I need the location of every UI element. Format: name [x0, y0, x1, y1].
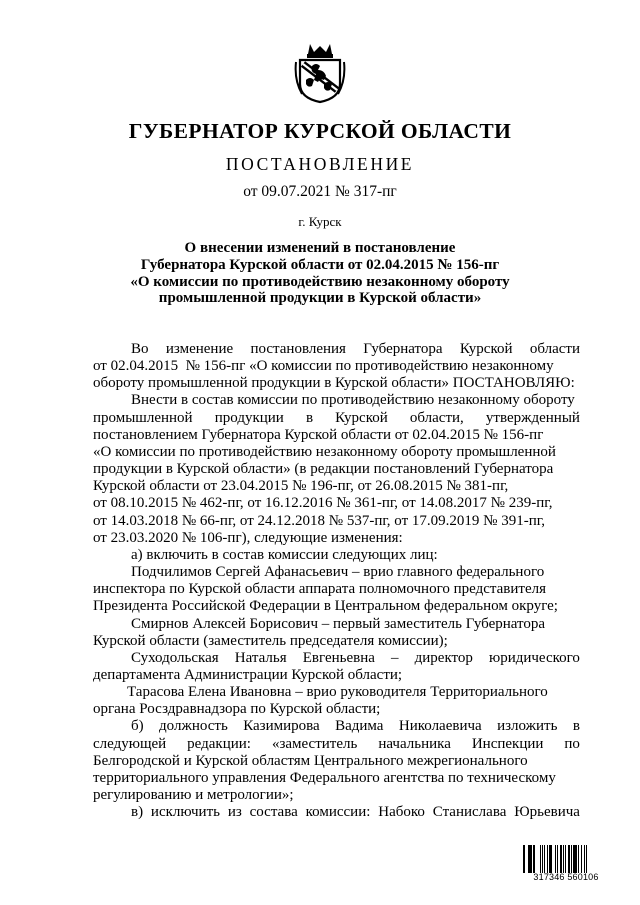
- text-line: от 23.03.2020 № 106-пг), следующие изменения:: [93, 529, 403, 546]
- member-smirnov: [93, 616, 580, 650]
- item-b: [93, 718, 580, 804]
- document-type: ПОСТАНОВЛЕНИЕ: [225, 154, 415, 174]
- text-line: Тарасова Елена Ивановна – врио руководителя Территориального: [127, 684, 548, 701]
- text-line: Во изменение постановления Губернатора Курской области: [131, 341, 580, 357]
- text-line: продукции в Курской области» (в редакции постановлений Губернатора: [93, 461, 554, 478]
- barcode-icon: [523, 845, 609, 883]
- document-body: [93, 341, 580, 821]
- kursk-coat-of-arms-icon: [294, 40, 346, 104]
- text-line: Курской области от 23.04.2015 № 196-пг, от 26.08.2015 № 381-пг,: [93, 478, 509, 495]
- city: г. Курск: [298, 214, 342, 229]
- text-line: «О комиссии по противодействию незаконному обороту промышленной: [93, 443, 556, 460]
- document-title: [0, 240, 640, 307]
- text-line: от 02.04.2015 № 156-пг «О комиссии по противодействию незаконному: [93, 358, 554, 375]
- text-line: органа Росздравнадзора по Курской области;: [93, 701, 381, 718]
- text-line: следующей редакции: «заместитель начальника Инспекции по: [93, 735, 580, 752]
- intro-paragraph: [93, 341, 580, 392]
- title-line: «О комиссии по противодействию незаконному обороту: [130, 273, 510, 290]
- text-line: Суходольская Наталья Евгеньевна – директор юридического: [131, 649, 580, 666]
- text-line: в) исключить из состава комиссии: Набоко Станислава Юрьевича: [131, 804, 580, 821]
- text-line: от 08.10.2015 № 462-пг, от 16.12.2016 № 361-пг, от 14.08.2017 № 239-пг,: [93, 495, 553, 512]
- text-line: регулированию и метрологии»;: [93, 787, 294, 804]
- text-line: от 14.03.2018 № 66-пг, от 24.12.2018 № 537-пг, от 17.09.2019 № 391-пг,: [93, 512, 545, 529]
- member-sukhodolskaya: [93, 650, 580, 684]
- text-line: инспектора по Курской области аппарата полномочного представителя: [93, 581, 546, 598]
- text-line: Подчилимов Сергей Афанасьевич – врио главного федерального: [131, 564, 545, 581]
- text-line: промышленной продукции в Курской области, утвержденный: [93, 409, 580, 426]
- authority-heading: ГУБЕРНАТОР КУРСКОЙ ОБЛАСТИ: [128, 119, 512, 143]
- text-line: Курской области (заместитель председателя комиссии);: [93, 632, 448, 649]
- member-tarasova: [93, 684, 580, 718]
- text-line: территориального управления Федерального агентства по техническому: [93, 769, 556, 786]
- text-line: Внести в состав комиссии по противодействию незаконному обороту: [131, 392, 575, 409]
- text-line: Президента Российской Федерации в Центральном федеральном округе;: [93, 598, 558, 615]
- text-line: обороту промышленной продукции в Курской области» ПОСТАНОВЛЯЮ:: [93, 375, 575, 392]
- text-line: Смирнов Алексей Борисович – первый заместитель Губернатора: [131, 615, 546, 632]
- barcode-number: 317346 560106: [533, 872, 599, 882]
- text-line: Белгородской и Курской областям Центрального межрегионального: [93, 752, 528, 769]
- title-line: О внесении изменений в постановление: [184, 240, 456, 256]
- item-a: а) включить в состав комиссии следующих лиц:: [131, 546, 438, 563]
- text-line: б) должность Казимирова Вадима Николаевича изложить в: [131, 718, 580, 735]
- main-paragraph: [93, 392, 580, 546]
- text-line: постановлением Губернатора Курской области от 02.04.2015 № 156-пг: [93, 426, 544, 443]
- item-c: [93, 804, 580, 821]
- member-podchilimov: [93, 564, 580, 615]
- date-and-number: от 09.07.2021 № 317-пг: [243, 183, 397, 200]
- text-line: департамента Администрации Курской области;: [93, 666, 403, 683]
- title-line: промышленной продукции в Курской области»: [158, 290, 482, 307]
- title-line: Губернатора Курской области от 02.04.2015 № 156-пг: [140, 256, 500, 273]
